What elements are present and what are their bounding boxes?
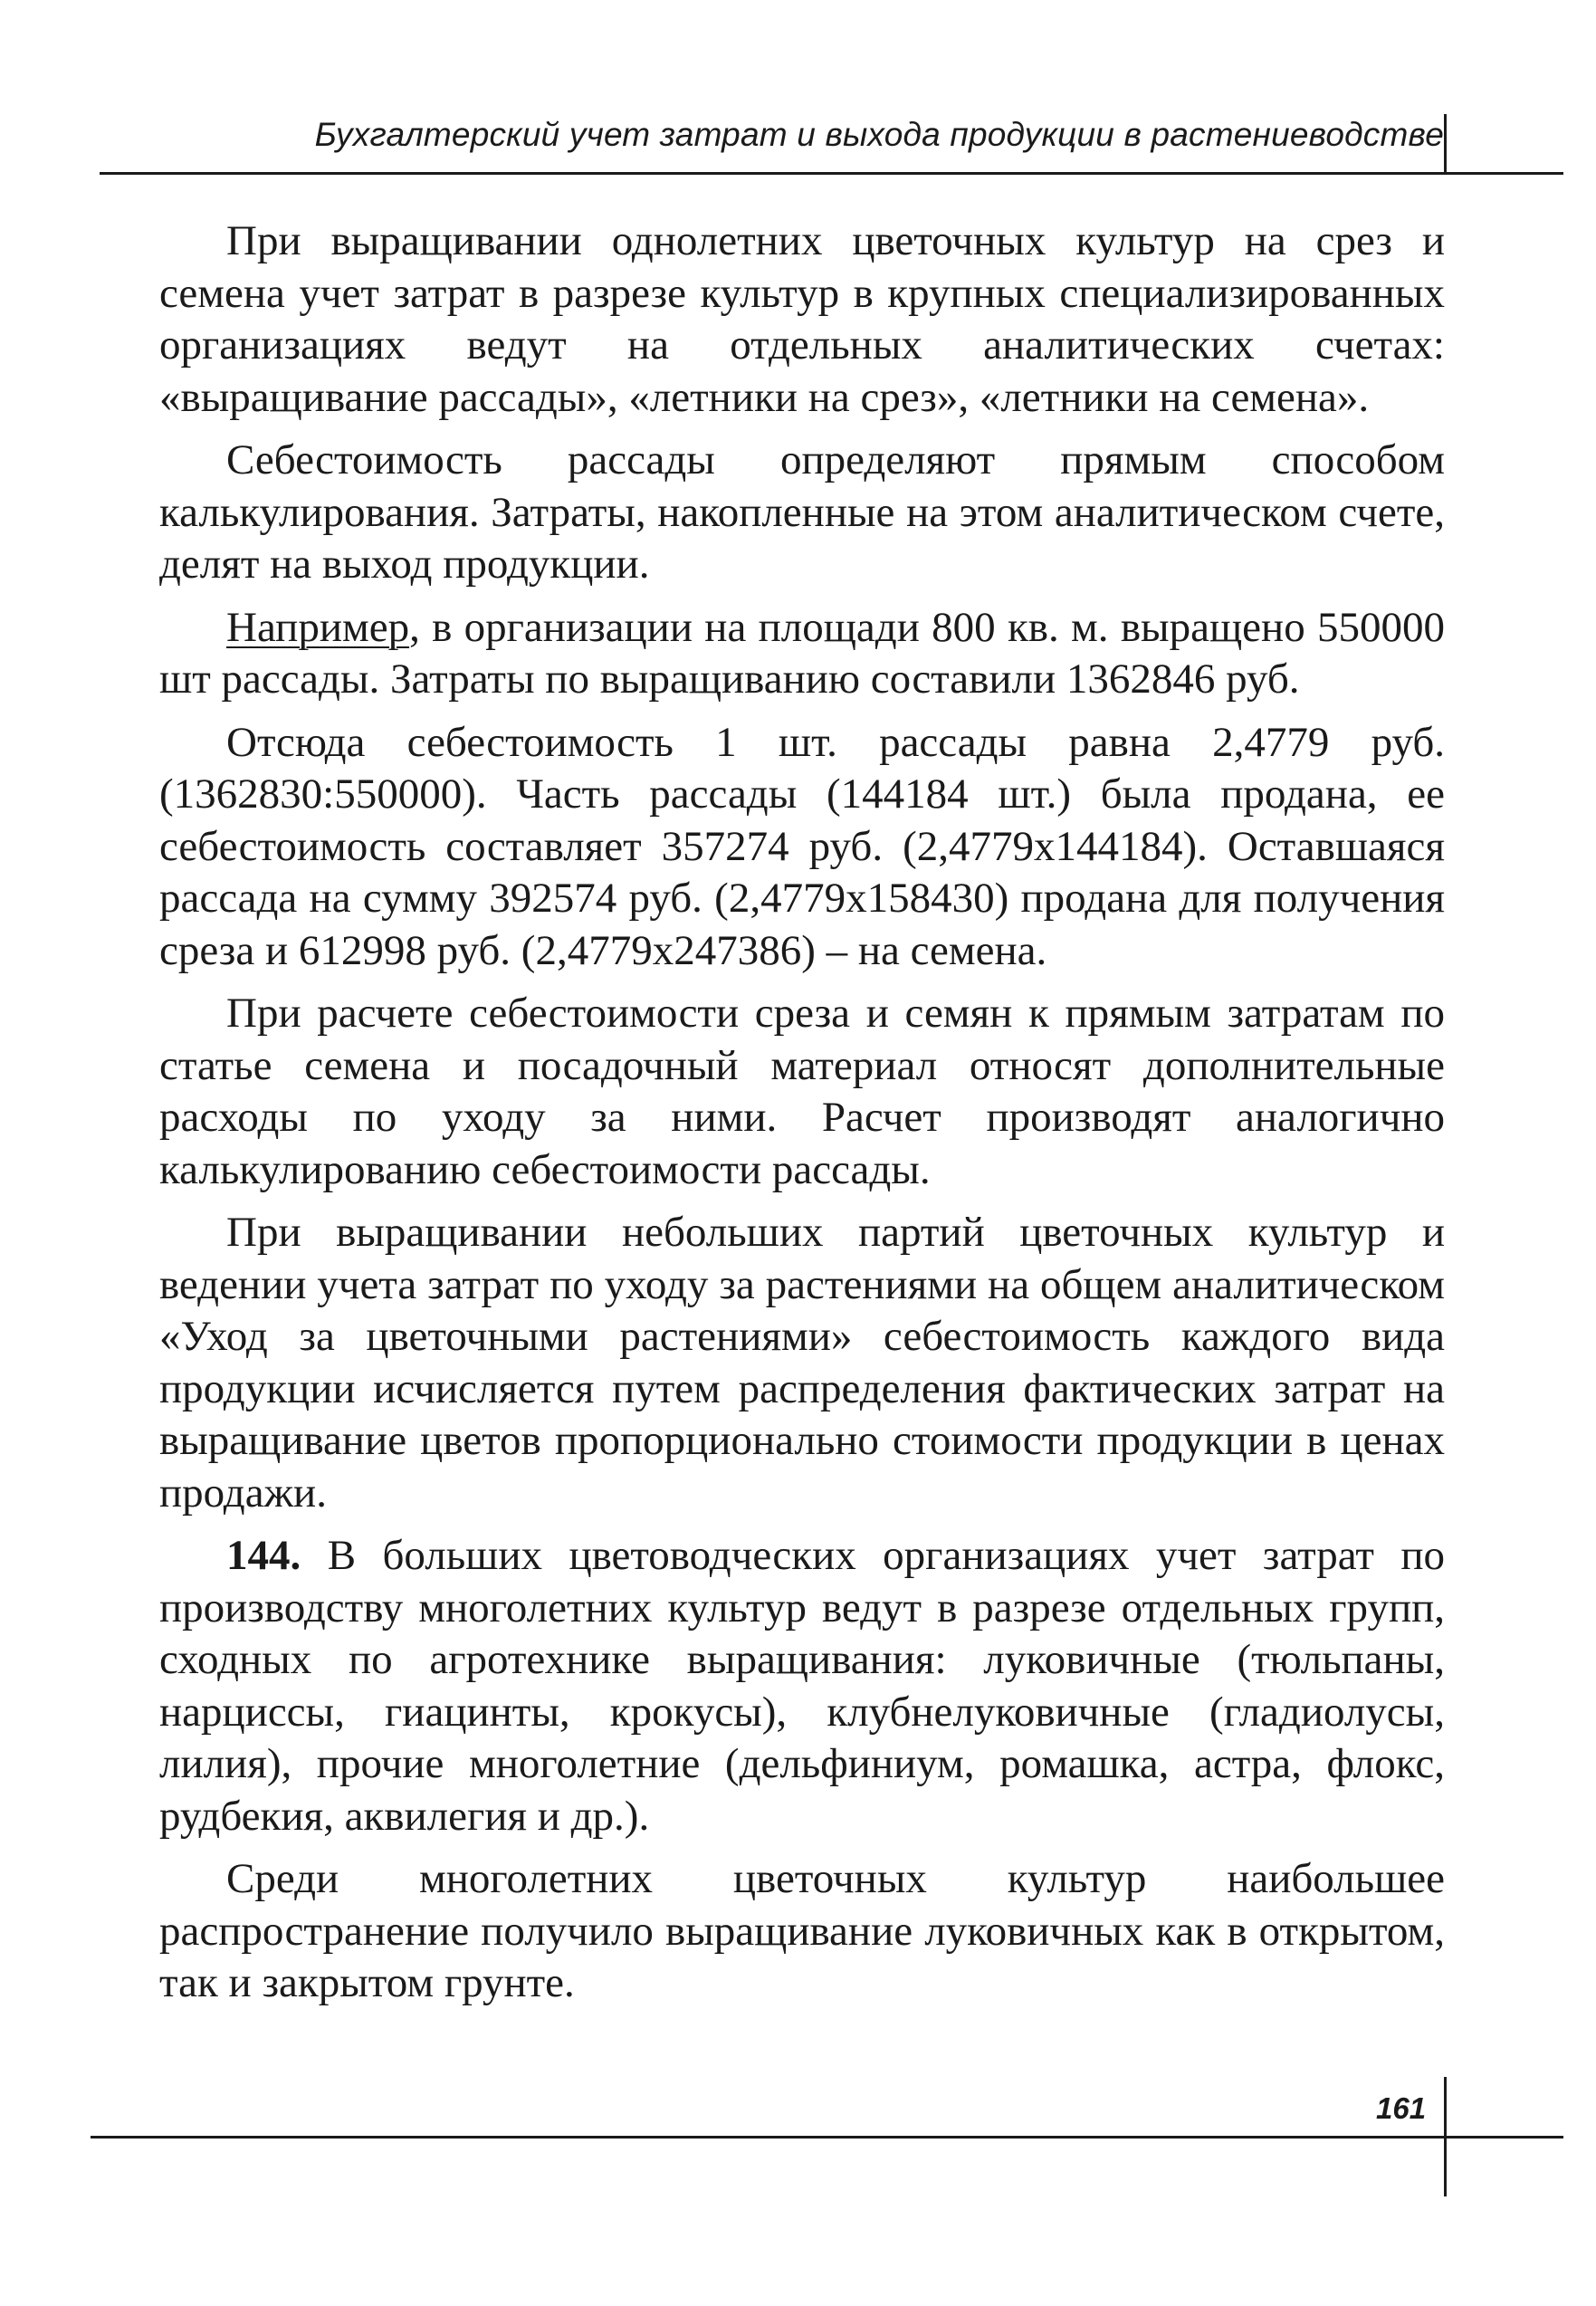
- section-144-text: В больших цветоводческих организациях учет затрат по производству многолетних культур ведут в разрезе отдельных групп, сходных по агротехнике выращивания: луковичные (тюльпаны, нарциссы, гиацинты, крокусы), клубнелуковичные (гладиолусы, лилия), прочие многолетние (дельфиниум, ромашка, астра, флокс, рудбекия, аквилегия и др.).: [159, 1532, 1445, 1840]
- page-number: 161: [1376, 2091, 1427, 2125]
- header-vertical-rule: [1444, 114, 1447, 174]
- paragraph-cut-and-seed-cost: При расчете себестоимости среза и семян к прямым затратам по статье семена и посадочный материал относят дополнительные расходы по уходу за ними. Расчет производят аналогично калькулированию себестоимости рассады.: [159, 990, 1445, 1193]
- paragraph-small-batches: При выращивании небольших партий цветочных культур и ведении учета затрат по уходу за растениями на общем аналитическом «Уход за цветочными растениями» себестоимость каждого вида продукции исчисляется путем распределения фактических затрат на выращивание цветов пропорционально стоимости продукции в ценах продажи.: [159, 1209, 1445, 1517]
- paragraph-section-144: [159, 1530, 1445, 1842]
- section-number: 144.: [226, 1532, 301, 1579]
- running-header: Бухгалтерский учет затрат и выхода продукции в растениеводстве: [314, 116, 1444, 153]
- paragraph-bulbous-crops: Среди многолетних цветочных культур наибольшее распространение получило выращивание луковичных как в открытом, так и закрытом грунте.: [159, 1855, 1445, 2006]
- header-rule: [100, 172, 1563, 175]
- footer-vertical-rule: [1444, 2077, 1447, 2196]
- example-text: , в организации на площади 800 кв. м. выращено 550000 шт рассады. Затраты по выращиванию составили 1362846 руб.: [159, 603, 1445, 703]
- paragraph-annual-flowers: При выращивании однолетних цветочных культур на срез и семена учет затрат в разрезе культур в крупных специализированных организациях ведут на отдельных аналитических счетах: «выращивание рассады», «летники на срез», «летники на семена».: [159, 217, 1445, 421]
- paragraph-seedling-cost: Себестоимость рассады определяют прямым способом калькулирования. Затраты, накопленные на этом аналитическом счете, делят на выход продукции.: [159, 436, 1445, 588]
- example-label: Например: [226, 603, 410, 651]
- paragraph-example: [159, 602, 1445, 706]
- paragraph-cost-calculation: Отсюда себестоимость 1 шт. рассады равна 2,4779 руб. (1362830:550000). Часть рассады (144184 шт.) была продана, ее себестоимость составляет 357274 руб. (2,4779х144184). Оставшаяся рассада на сумму 392574 руб. (2,4779х158430) продана для получения среза и 612998 руб. (2,4779х247386) – на семена.: [159, 718, 1445, 974]
- footer-rule: [91, 2136, 1563, 2139]
- body-text: [159, 215, 1445, 2021]
